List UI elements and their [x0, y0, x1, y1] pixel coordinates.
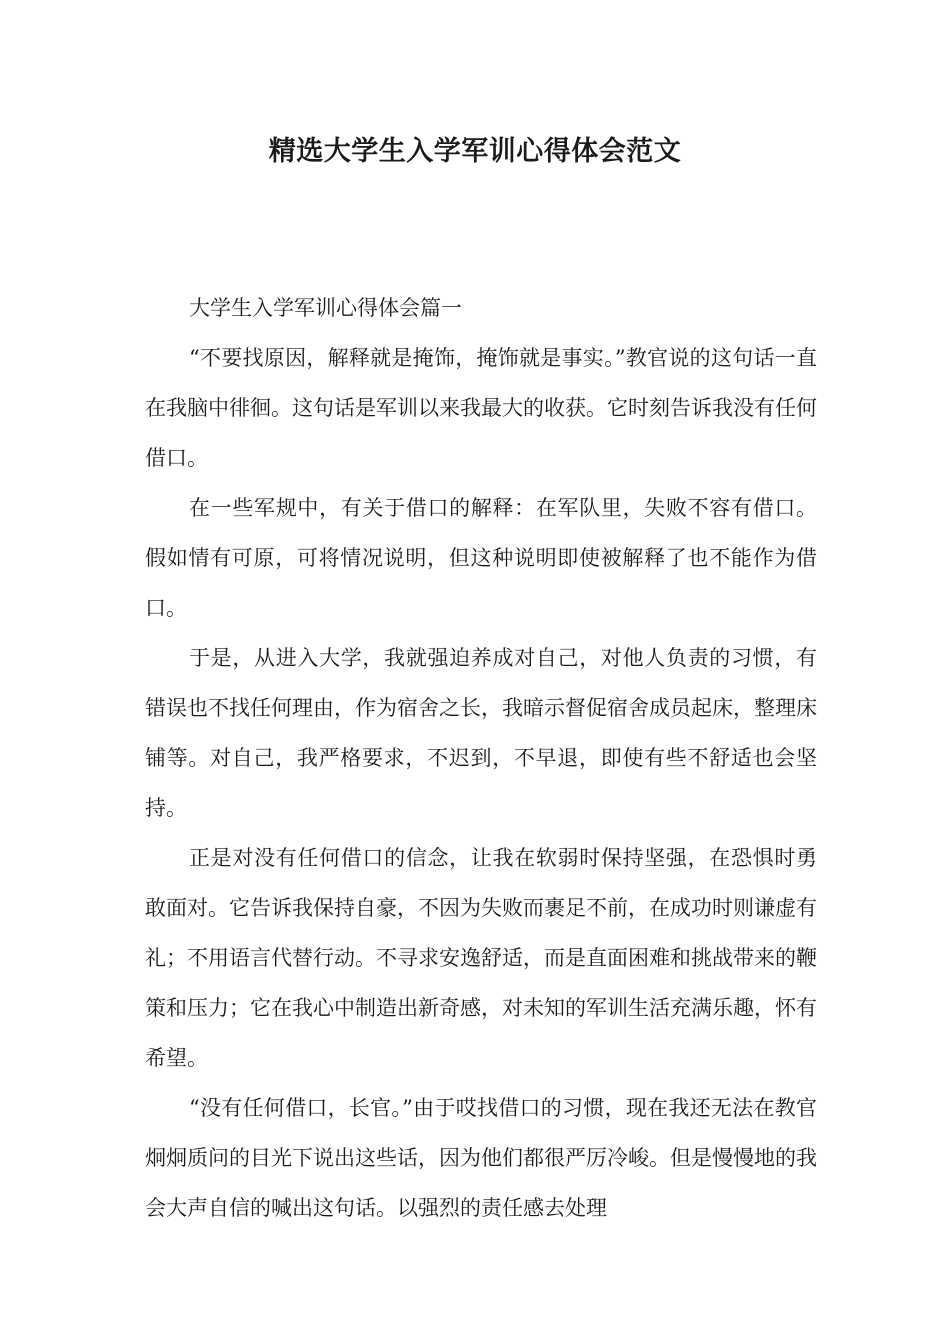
paragraph-5: “没有任何借口，长官。”由于哎找借口的习惯，现在我还无法在教官炯炯质问的目光下说出这些话，因为他们都很严厉冷峻。但是慢慢地的我会大声自信的喊出这句话。以强烈的责任感去处理: [145, 1096, 817, 1220]
document-title: 精选大学生入学军训心得体会范文: [268, 136, 682, 167]
document-body: [145, 283, 817, 1233]
section-heading: 大学生入学军训心得体会篇一: [189, 296, 462, 320]
paragraph-3: 于是，从进入大学，我就强迫养成对自己，对他人负责的习惯，有错误也不找任何理由，作为宿舍之长，我暗示督促宿舍成员起床，整理床铺等。对自己，我严格要求，不迟到，不早退，即使有些不舒适也会坚持。: [145, 646, 817, 820]
paragraph-4: 正是对没有任何借口的信念，让我在软弱时保持坚强，在恐惧时勇敢面对。它告诉我保持自豪，不因为失败而裹足不前，在成功时则谦虚有礼；不用语言代替行动。不寻求安逸舒适，而是直面困难和挑战带来的鞭策和压力；它在我心中制造出新奇感，对未知的军训生活充满乐趣，怀有希望。: [145, 846, 817, 1070]
paragraph-1: “不要找原因，解释就是掩饰，掩饰就是事实。”教官说的这句话一直在我脑中徘徊。这句话是军训以来我最大的收获。它时刻告诉我没有任何借口。: [145, 346, 817, 470]
paragraph-2: 在一些军规中，有关于借口的解释：在军队里，失败不容有借口。假如情有可原，可将情况说明，但这种说明即使被解释了也不能作为借口。: [145, 496, 817, 620]
